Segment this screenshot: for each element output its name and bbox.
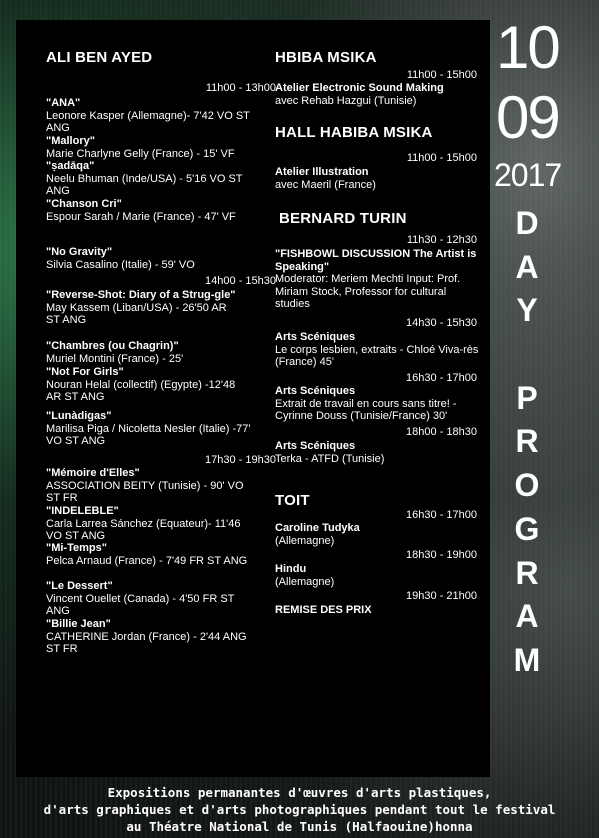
- footer-line-3: au Théatre National de Tunis (Halfaouine)honna: [126, 819, 473, 834]
- date-day: 10: [496, 14, 559, 81]
- program-panel: [16, 20, 490, 777]
- time-slot: 18h30 - 19h00: [406, 549, 477, 561]
- vertical-letter: Y: [516, 292, 538, 328]
- time-slot: 11h00 - 15h00: [406, 69, 477, 81]
- date-month: 09: [496, 84, 559, 151]
- time-slot: 11h30 - 12h30: [406, 234, 477, 246]
- list-item: "Mi-Temps" Pelca Arnaud (France) - 7'49 FR ST ANG: [46, 542, 248, 567]
- date-year: 2017: [494, 157, 562, 193]
- list-item: Arts Scéniques Extrait de travail en cours sans titre! - Cyrinne Douss (Tunisie/France) 30': [275, 385, 457, 423]
- time-slot: 18h00 - 18h30: [406, 426, 477, 438]
- vertical-letter: M: [513, 642, 541, 678]
- list-item: "Chanson Cri" Espour Sarah / Marie (France) - 47' VF: [46, 198, 236, 223]
- vertical-letter: G: [514, 511, 540, 547]
- list-item: "Mallory" Marie Charlyne Gelly (France) - 15' VF: [46, 135, 235, 160]
- list-item: Caroline Tudyka (Allemagne): [275, 522, 360, 547]
- vertical-letter: A: [515, 249, 539, 285]
- list-item: Arts Scéniques Le corps lesbien, extraits - Chloé Viva-rès (France) 45': [275, 331, 479, 369]
- vertical-letter: R: [515, 555, 539, 591]
- time-slot: 17h30 - 19h30: [205, 454, 276, 466]
- list-item: "Reverse-Shot: Diary of a Strug-gle" May Kassem (Liban/USA) - 26'50 AR ST ANG: [46, 289, 236, 327]
- footer-line-2: d'arts graphiques et d'arts photographiques pendant tout le festival: [43, 802, 556, 817]
- time-slot: 14h30 - 15h30: [406, 317, 477, 329]
- list-item: "Billie Jean" CATHERINE Jordan (France) - 2'44 ANG ST FR: [46, 618, 247, 656]
- time-slot: 19h30 - 21h00: [406, 590, 477, 602]
- venue-title-toit: TOIT: [275, 492, 310, 509]
- list-item: "INDELEBLE" Carla Larrea Sánchez (Equateur)- 11'46 VO ST ANG: [46, 505, 241, 543]
- list-item: "No Gravity" Silvia Casalino (Italie) - 59' VO: [46, 246, 195, 271]
- time-slot: 11h00 - 15h00: [406, 152, 477, 164]
- vertical-letter: D: [515, 205, 539, 241]
- vertical-letter: R: [515, 423, 539, 459]
- time-slot: 11h00 - 13h00: [205, 82, 276, 94]
- time-slot: 14h00 - 15h30: [205, 275, 276, 287]
- list-item: "Chambres (ou Chagrin)" Muriel Montini (France) - 25': [46, 340, 184, 365]
- list-item: Hindu (Allemagne): [275, 563, 335, 588]
- venue-title-ali-ben-ayed: ALI BEN AYED: [46, 49, 153, 66]
- footer-line-1: Expositions permanantes d'œuvres d'arts plastiques,: [107, 785, 492, 800]
- list-item: "Not For Girls" Nouran Helal (collectif) (Egypte) -12'48 AR ST ANG: [46, 366, 236, 404]
- vertical-letter: A: [515, 598, 539, 634]
- list-item: REMISE DES PRIX: [275, 604, 372, 616]
- time-slot: 16h30 - 17h00: [406, 372, 477, 384]
- list-item: "Lunàdigas" Marilisa Piga / Nicoletta Nesler (Italie) -77' VO ST ANG: [46, 410, 251, 448]
- vertical-letter: O: [514, 467, 540, 503]
- venue-title-hall-habiba-msika: HALL HABIBA MSIKA: [275, 124, 433, 141]
- venue-title-bernard-turin: BERNARD TURIN: [279, 210, 407, 227]
- venue-title-hbiba-msika: HBIBA MSIKA: [275, 49, 377, 66]
- footer-notice: [0, 784, 599, 835]
- list-item: "ṣadāqa" Neelu Bhuman (Inde/USA) - 5'16 VO ST ANG: [46, 160, 243, 198]
- vertical-letter: P: [516, 380, 538, 416]
- list-item: Atelier Illustration avec Maeril (France): [275, 166, 376, 191]
- list-item: "Mémoire d'Elles" ASSOCIATION BEITY (Tunisie) - 90' VO ST FR: [46, 467, 244, 505]
- list-item: "FISHBOWL DISCUSSION The Artist is Speaking" Moderator: Meriem Mechti Input: Prof. Miriam Stock, Professor for cultural studies: [275, 248, 477, 311]
- list-item: "ANA" Leonore Kasper (Allemagne)- 7'42 VO ST ANG: [46, 97, 250, 135]
- list-item: Atelier Electronic Sound Making avec Rehab Hazgui (Tunisie): [275, 82, 444, 107]
- list-item: Arts Scéniques Terka - ATFD (Tunisie): [275, 440, 385, 465]
- time-slot: 16h30 - 17h00: [406, 509, 477, 521]
- list-item: "Le Dessert" Vincent Ouellet (Canada) - 4'50 FR ST ANG: [46, 580, 235, 618]
